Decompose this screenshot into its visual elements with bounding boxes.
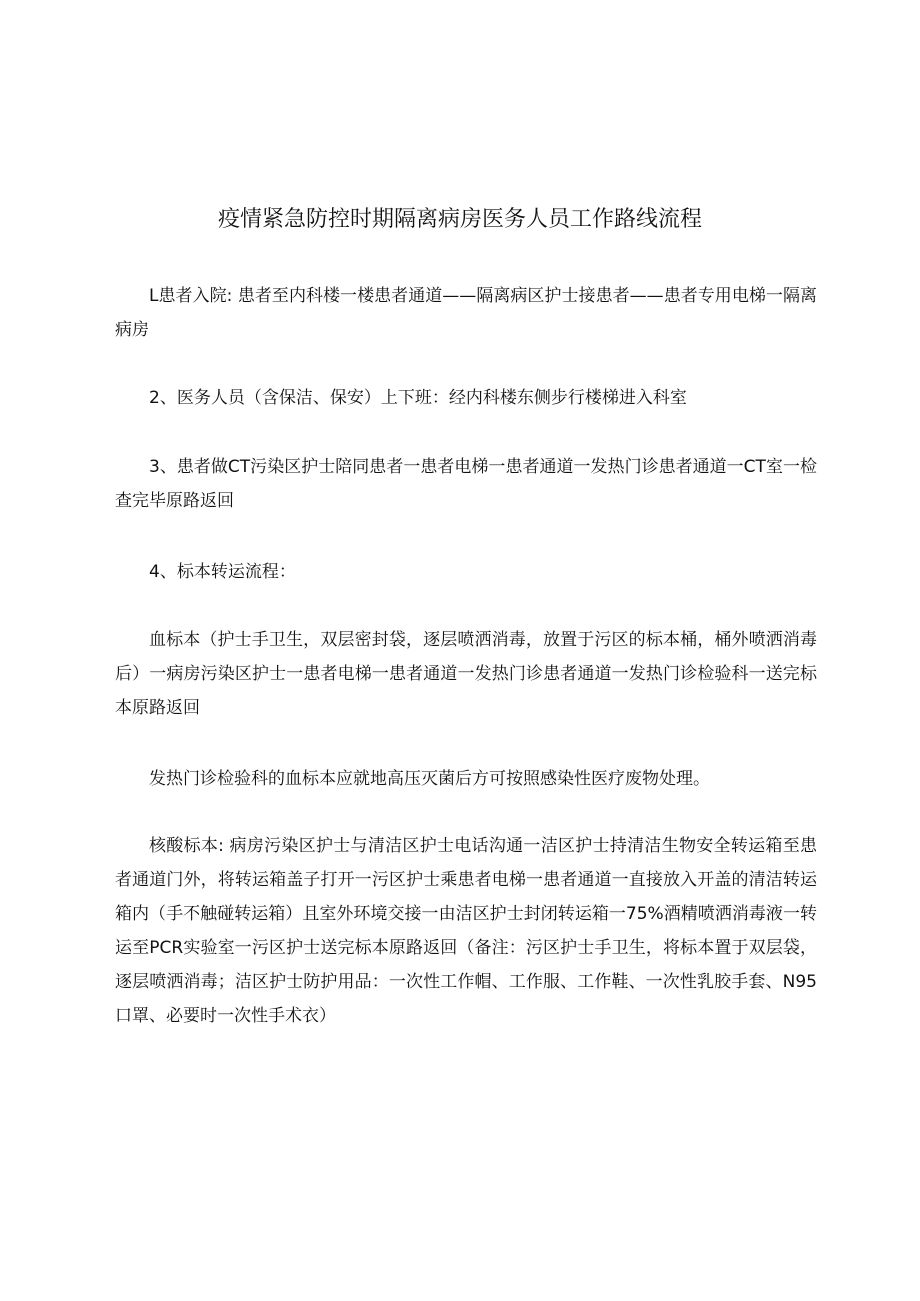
paragraph-ct-exam: 3、患者做CT污染区护士陪同患者一患者电梯一患者通道一发热门诊患者通道一CT室一检查完毕原路返回	[115, 457, 817, 511]
paragraph-patient-admission: L患者入院: 患者至内科楼一楼患者通道——隔离病区护士接患者——患者专用电梯一隔离病房	[115, 286, 817, 340]
paragraph-nucleic-acid-specimen: 核酸标本: 病房污染区护士与清洁区护士电话沟通一洁区护士持清洁生物安全转运箱至患者通道门外，将转运箱盖子打开一污区护士乘患者电梯一患者通道一直接放入开盖的清洁转运箱内（手不触碰转运箱）且室外环境交接一由洁区护士封闭转运箱一75%酒精喷洒消毒液一转运至PCR实验室一污区护士送完标本原路返回（备注：污区护士手卫生，将标本置于双层袋，逐层喷洒消毒；洁区护士防护用品：一次性工作帽、工作服、工作鞋、一次性乳胶手套、N95口罩、必要时一次性手术衣）	[115, 836, 817, 1026]
document-title: 疫情紧急防控时期隔离病房医务人员工作路线流程	[217, 207, 702, 232]
paragraph-blood-specimen: 血标本（护士手卫生，双层密封袋，逐层喷洒消毒，放置于污区的标本桶，桶外喷洒消毒后）一病房污染区护士一患者电梯一患者通道一发热门诊患者通道一发热门诊检验科一送完标本原路返回	[115, 630, 817, 718]
paragraph-staff-commute: 2、医务人员（含保洁、保安）上下班：经内科楼东侧步行楼梯进入科室	[149, 388, 687, 408]
paragraph-blood-specimen-disposal: 发热门诊检验科的血标本应就地高压灭菌后方可按照感染性医疗废物处理。	[149, 769, 710, 789]
paragraph-specimen-transfer-heading: 4、标本转运流程：	[149, 562, 296, 582]
